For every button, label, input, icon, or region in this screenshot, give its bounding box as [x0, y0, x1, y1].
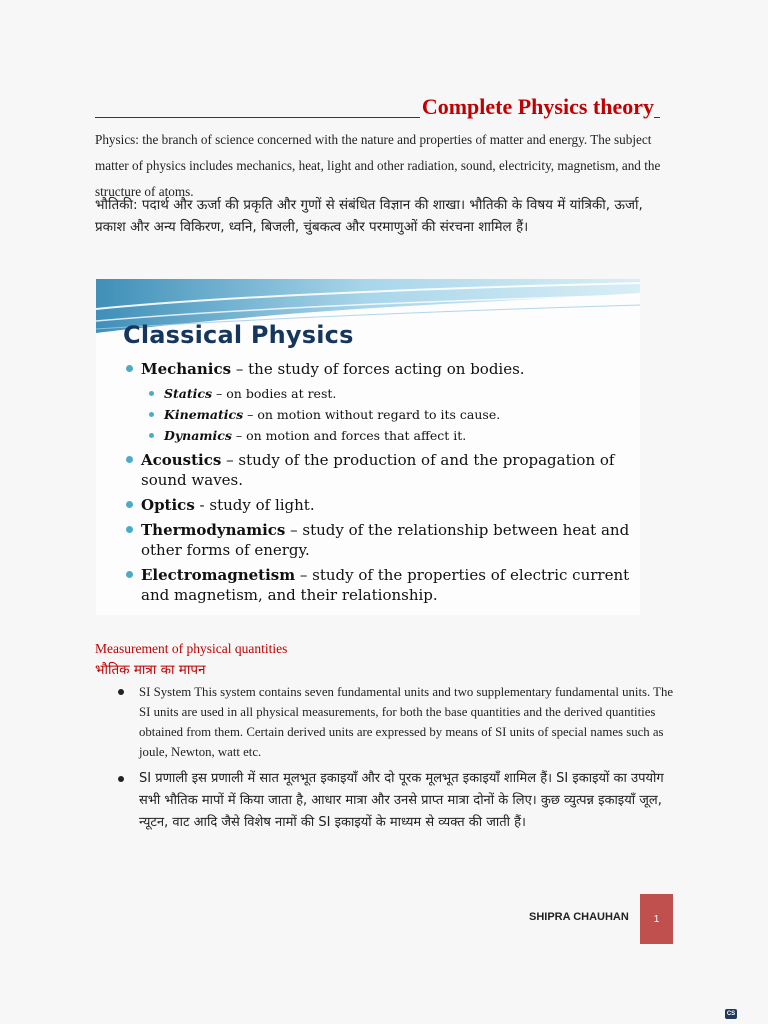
- slide-title: Classical Physics: [123, 321, 354, 349]
- slide-item-term: Thermodynamics: [141, 521, 286, 539]
- slide-item-thermodynamics: [124, 520, 634, 560]
- intro-paragraph-en: Physics: the branch of science concerned with the nature and properties of matter and energy. The subject matter of physics includes mechanics, heat, light and other radiation, sound, electricity, magnetism, and the structure of atoms.: [95, 132, 661, 199]
- section-heading-hi: भौतिक मात्रा का मापन: [95, 662, 206, 678]
- slide-subitem-kinematics: [124, 404, 634, 425]
- bullet-icon: [126, 571, 133, 578]
- slide-item-mechanics: [124, 359, 634, 379]
- page-title: Complete Physics theory: [421, 94, 654, 119]
- section-heading-en: Measurement of physical quantities: [95, 641, 288, 656]
- slide-item-desc: - study of light.: [194, 496, 315, 514]
- mechanics-sublist: [124, 383, 634, 446]
- slide-subitem-term: Dynamics: [164, 428, 232, 443]
- slide-item-desc: – the study of forces acting on bodies.: [231, 360, 525, 378]
- list-item-si-en: [115, 682, 675, 762]
- classical-physics-slide: [96, 279, 640, 615]
- slide-item-term: Optics: [141, 496, 195, 514]
- slide-subitem-term: Statics: [164, 386, 213, 401]
- slide-bullet-list: [124, 359, 634, 610]
- bullet-icon: [126, 526, 133, 533]
- sub-bullet-icon: [149, 412, 154, 417]
- list-item-si-hi: [115, 768, 675, 834]
- sub-bullet-icon: [149, 391, 154, 396]
- sub-bullet-icon: [149, 433, 154, 438]
- slide-item-desc: – study of the relationship between heat and other forms of energy.: [141, 521, 630, 559]
- slide-item-optics: [124, 495, 634, 515]
- list-item-text: SI प्रणाली इस प्रणाली में सात मूलभूत इकाइयाँ और दो पूरक मूलभूत इकाइयाँ शामिल हैं। SI इकाइयों का उपयोग सभी भौतिक मापों में किया जाता है, आधार मात्रा और उनसे प्राप्त मात्रा दोनों के लिए। कुछ व्युत्पन्न इकाइयाँ जूल, न्यूटन, वाट आदि जैसे विशेष नामों की SI इकाइयों के माध्यम से व्यक्त की जाती हैं।: [139, 771, 664, 830]
- scanner-badge-icon: CS: [726, 1011, 736, 1017]
- bullet-icon: [126, 501, 133, 508]
- slide-item-term: Mechanics: [141, 360, 232, 378]
- measurement-bullet-list: [115, 682, 675, 834]
- slide-subitem-desc: – on motion without regard to its cause.: [243, 407, 501, 422]
- slide-subitem-term: Kinematics: [164, 407, 244, 422]
- intro-paragraph-hi: भौतिकी: पदार्थ और ऊर्जा की प्रकृति और गुणों से संबंधित विज्ञान की शाखा। भौतिकी के विषय में यांत्रिकी, ऊर्जा, प्रकाश और अन्य विकिरण, ध्वनि, बिजली, चुंबकत्व और परमाणुओं की संरचना शामिल हैं।: [95, 197, 643, 235]
- page-number-tab: 1: [640, 894, 673, 944]
- slide-item-desc: – study of the properties of electric current and magnetism, and their relationship.: [141, 566, 630, 604]
- slide-item-desc: – study of the production of and the propagation of sound waves.: [141, 451, 615, 489]
- slide-item-acoustics: [124, 450, 634, 490]
- slide-subitem-desc: – on motion and forces that affect it.: [231, 428, 467, 443]
- slide-subitem-dynamics: [124, 425, 634, 446]
- list-item-text: SI System This system contains seven fundamental units and two supplementary fundamental units. The SI units are used in all physical measurements, for both the base quantities and the derived quantities obtained from them. Certain derived units are expressed by means of SI units of special names such as joule, Newton, watt etc.: [139, 685, 674, 759]
- bullet-icon: [126, 456, 133, 463]
- slide-subitem-statics: [124, 383, 634, 404]
- slide-item-term: Electromagnetism: [141, 566, 296, 584]
- bullet-icon: [118, 689, 124, 695]
- footer-author: SHIPRA CHAUHAN: [529, 911, 629, 923]
- slide-subitem-desc: – on bodies at rest.: [212, 386, 337, 401]
- bullet-icon: [118, 776, 124, 782]
- title-row: [95, 92, 660, 122]
- slide-item-electromagnetism: [124, 565, 634, 605]
- slide-item-term: Acoustics: [141, 451, 222, 469]
- bullet-icon: [126, 365, 133, 372]
